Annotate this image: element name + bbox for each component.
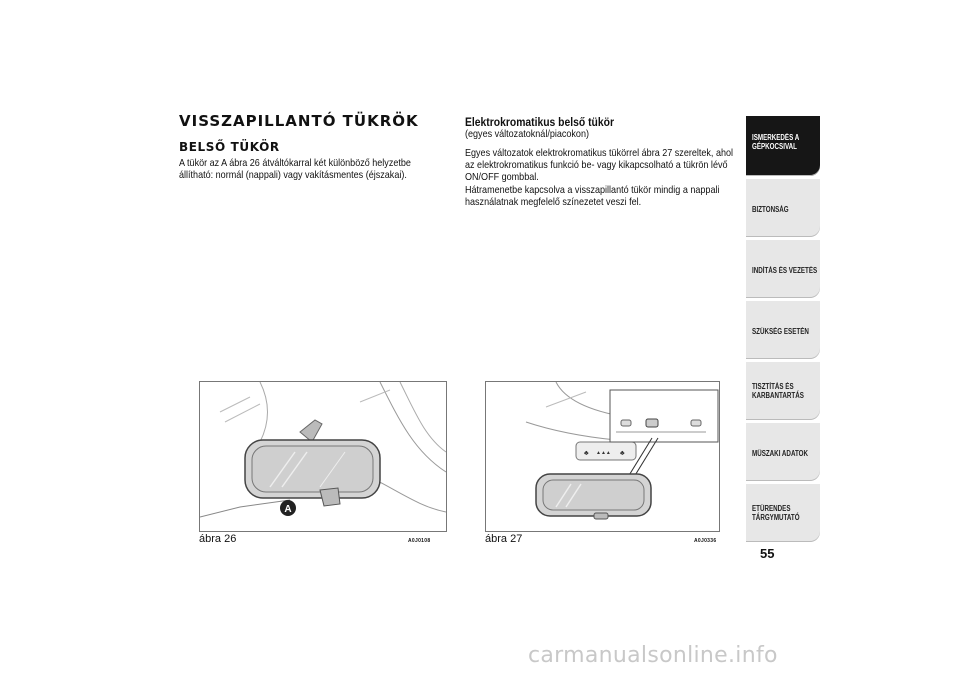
tab-label: TISZTÍTÁS ÉS KARBANTARTÁS: [752, 382, 804, 400]
tab-label: SZÜKSÉG ESETÉN: [752, 327, 809, 336]
section-subtitle: BELSŐ TÜKÖR: [179, 140, 280, 154]
section-title: VISSZAPILLANTÓ TÜKRÖK: [179, 112, 419, 130]
figure-26-code: A0J0108: [408, 538, 431, 544]
tab-biztonsag[interactable]: [746, 179, 820, 237]
svg-text:♣: ♣: [620, 450, 625, 457]
figure-26: [199, 381, 447, 532]
tab-label: INDÍTÁS ÉS VEZETÉS: [752, 266, 818, 275]
rearview-mirror-illustration: [200, 382, 446, 531]
tab-label: BIZTONSÁG: [752, 205, 789, 214]
tab-muszaki[interactable]: [746, 423, 820, 481]
electrochromic-mirror-illustration: [486, 382, 719, 531]
tab-targymutato[interactable]: [746, 484, 820, 542]
watermark: carmanualsonline.info: [528, 643, 778, 668]
figure-26-caption: ábra 26: [199, 533, 237, 545]
svg-text:▲▲▲: ▲▲▲: [596, 450, 611, 456]
left-paragraph: A tükör az A ábra 26 átváltókarral két különböző helyzetbe állítható: normál (nappali) vagy vakításmentes (éjszakai).: [179, 157, 411, 181]
tab-label: MŰSZAKI ADATOK: [752, 449, 809, 458]
figure-27-caption: ábra 27: [485, 533, 523, 545]
right-paragraph-1: Egyes változatok elektrokromatikus tükörrel ábra 27 szereltek, ahol az elektrokromatikus funkció be- vagy kikapcsolható a tükrön lévő ON/OFF gombbal.: [465, 147, 734, 183]
callout-a: A: [284, 504, 292, 515]
tab-label: ETŰRENDES TÁRGYMUTATÓ: [752, 504, 800, 522]
tab-label: ISMERKEDÉS A GÉPKOCSIVAL: [752, 133, 800, 151]
tab-inditas[interactable]: [746, 240, 820, 298]
tab-tisztitas[interactable]: [746, 362, 820, 420]
figure-27: [485, 381, 720, 532]
right-note: (egyes változatoknál/piacokon): [465, 128, 589, 140]
tab-ismerkedes[interactable]: [746, 116, 820, 176]
tab-szukseg[interactable]: [746, 301, 820, 359]
right-heading: Elektrokromatikus belső tükör: [465, 117, 614, 129]
svg-text:♣: ♣: [584, 450, 589, 457]
right-paragraph-2: Hátramenetbe kapcsolva a visszapillantó tükör mindig a nappali használatnak megfelelő színezetet veszi fel.: [465, 184, 720, 208]
figure-27-code: A0J0336: [694, 538, 717, 544]
page-number: 55: [760, 546, 775, 561]
